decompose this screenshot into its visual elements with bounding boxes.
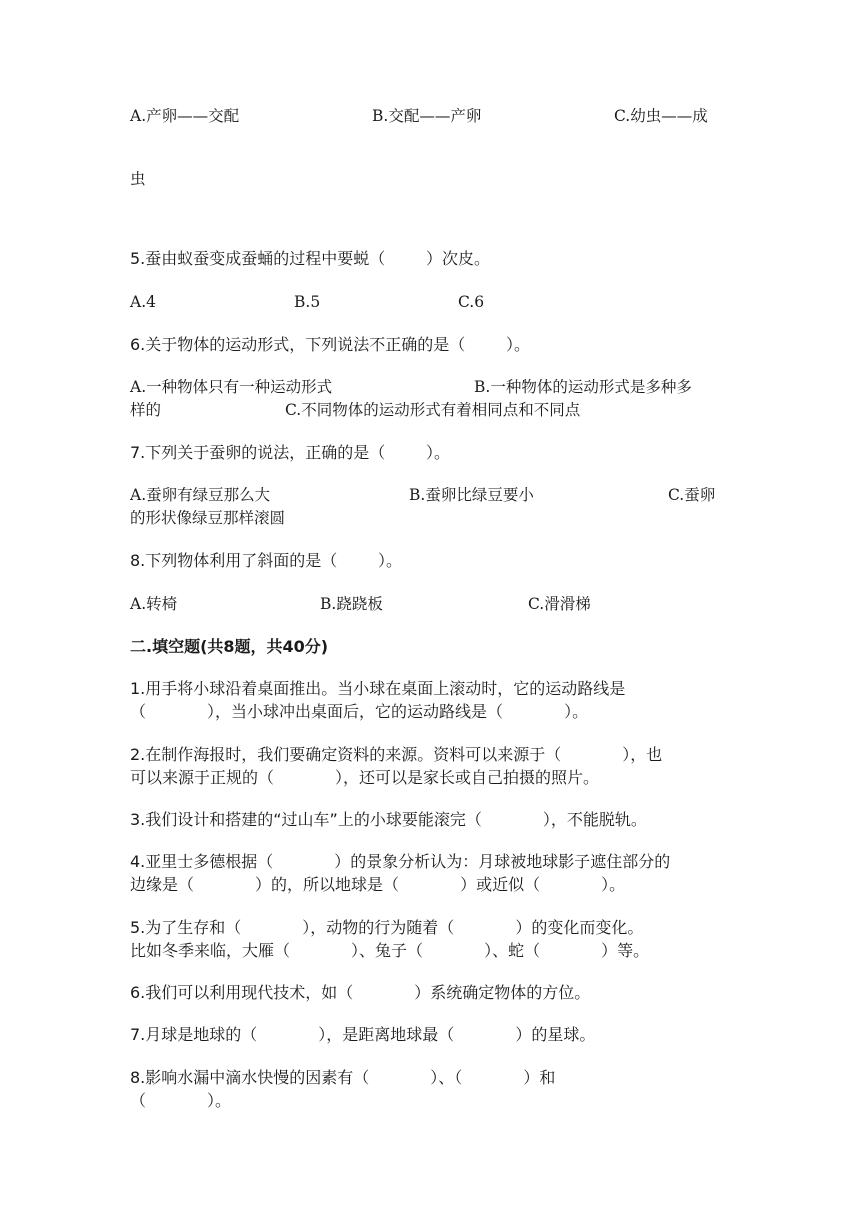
fill-q2-line1: 2.在制作海报时，我们要确定资料的来源。资料可以来源于（ ），也 [130, 745, 663, 764]
fill-q5-line2: 比如冬季来临，大雁（ ）、兔子（ ）、蛇（ ）等。 [130, 941, 650, 960]
q6-option-b[interactable]: B.一种物体的运动形式是多种多 [474, 378, 692, 396]
q4-option-b[interactable]: B.交配——产卵 [372, 107, 482, 125]
fill-q2-line2: 可以来源于正规的（ ），还可以是家长或自己拍摄的照片。 [130, 768, 600, 787]
fill-q7-line1: 7.月球是地球的（ ），是距离地球最（ ）的星球。 [130, 1025, 596, 1044]
q7-option-a[interactable]: A.蚕卵有绿豆那么大 [130, 486, 271, 504]
fill-q8-line2: （ ）。 [130, 1091, 232, 1110]
q4-option-a[interactable]: A.产卵——交配 [130, 107, 240, 125]
section-fill-in-title: 二.填空题(共8题，共40分) [130, 637, 329, 656]
q7-option-c-continued: 的形状像绿豆那样滚圆 [130, 509, 286, 527]
fill-q4-line1: 4.亚里士多德根据（ ）的景象分析认为：月球被地球影子遮住部分的 [130, 852, 671, 871]
q7-stem: 7.下列关于蚕卵的说法，正确的是（ ）。 [130, 443, 450, 462]
q8-option-b[interactable]: B.跷跷板 [320, 595, 383, 613]
fill-q6-line1: 6.我们可以利用现代技术，如（ ）系统确定物体的方位。 [130, 983, 591, 1002]
q6-option-c[interactable]: C.不同物体的运动形式有着相同点和不同点 [285, 401, 581, 419]
q8-stem: 8.下列物体利用了斜面的是（ ）。 [130, 551, 402, 570]
q5-option-c[interactable]: C.6 [458, 293, 485, 311]
q4-option-c-continued: 虫 [130, 170, 146, 188]
q8-option-a[interactable]: A.转椅 [130, 595, 178, 613]
q7-option-b[interactable]: B.蚕卵比绿豆要小 [409, 486, 534, 504]
q5-stem: 5.蚕由蚁蚕变成蚕蛹的过程中要蜕（ ）次皮。 [130, 249, 490, 268]
q6-stem: 6.关于物体的运动形式，下列说法不正确的是（ ）。 [130, 335, 530, 354]
fill-q1-line2: （ ），当小球冲出桌面后，它的运动路线是（ ）。 [130, 702, 589, 721]
q6-option-a[interactable]: A.一种物体只有一种运动形式 [130, 378, 333, 396]
fill-q1-line1: 1.用手将小球沿着桌面推出。当小球在桌面上滚动时，它的运动路线是 [130, 679, 626, 698]
q5-option-b[interactable]: B.5 [294, 293, 321, 311]
q6-option-b-continued: 样的 [130, 401, 162, 419]
q8-option-c[interactable]: C.滑滑梯 [528, 595, 591, 613]
fill-q3-line1: 3.我们设计和搭建的“过山车”上的小球要能滚完（ ），不能脱轨。 [130, 810, 647, 829]
q4-option-c[interactable]: C.幼虫——成 [614, 107, 708, 125]
fill-q5-line1: 5.为了生存和（ ），动物的行为随着（ ）的变化而变化。 [130, 918, 644, 937]
fill-q4-line2: 边缘是（ ）的，所以地球是（ ）或近似（ ）。 [130, 875, 626, 894]
q7-option-c[interactable]: C.蚕卵 [668, 486, 716, 504]
q5-option-a[interactable]: A.4 [130, 293, 156, 311]
fill-q8-line1: 8.影响水漏中滴水快慢的因素有（ ）、（ ）和 [130, 1068, 556, 1087]
